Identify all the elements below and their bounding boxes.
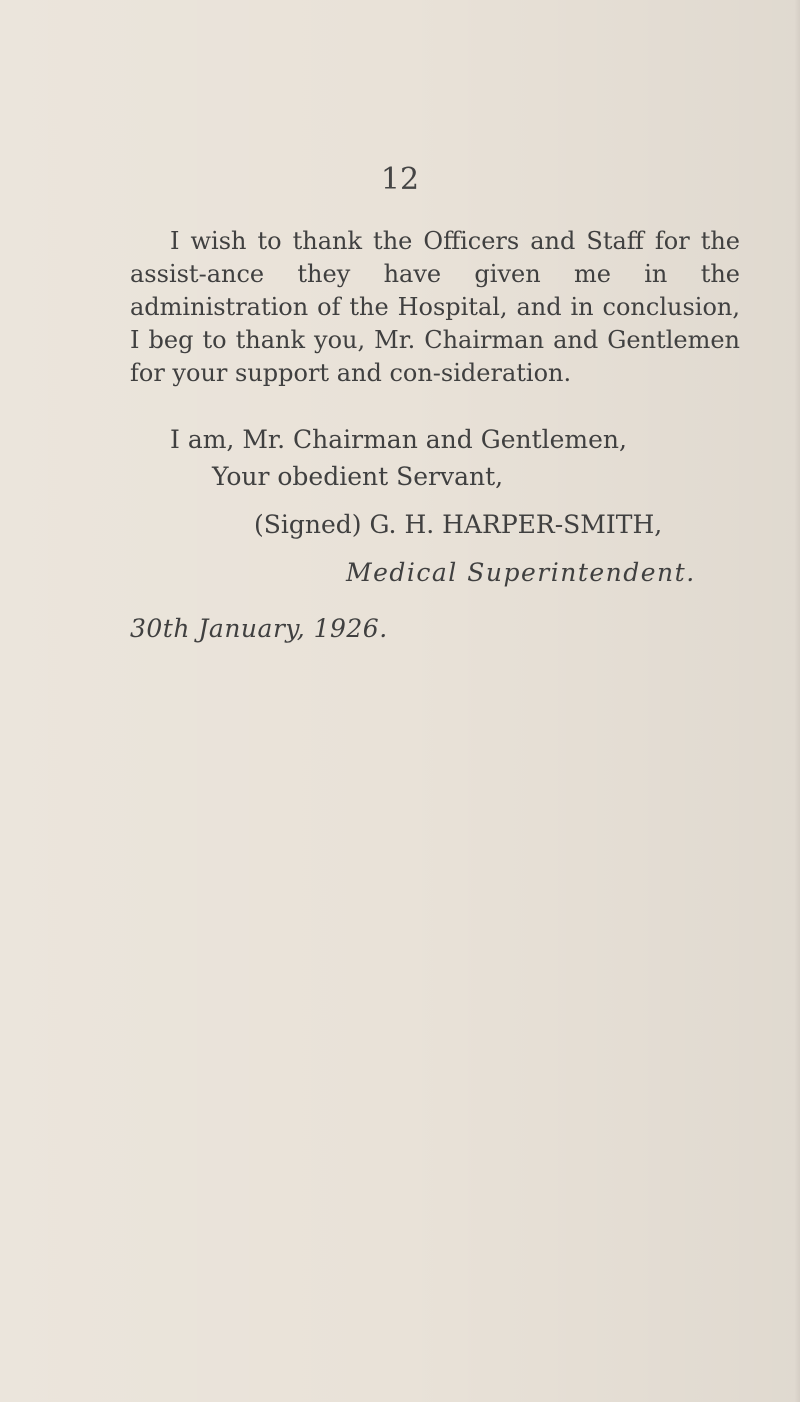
closing-salutation: I am, Mr. Chairman and Gentlemen, [170, 425, 627, 454]
page-edge-shadow [794, 0, 800, 1402]
page-number: 12 [380, 162, 420, 197]
complimentary-close: Your obedient Servant, [212, 462, 504, 491]
date-line: 30th January, 1926. [130, 614, 388, 643]
signatory-title: Medical Superintendent. [346, 558, 696, 587]
body-paragraph: I wish to thank the Officers and Staff for the assist-ance they have given me in the administration of the Hospital, and in conclusion, I beg to thank you, Mr. Chairman and Gentlemen for your support and con-sideration. [130, 227, 740, 387]
signature-line: (Signed) G. H. HARPER-SMITH, [254, 510, 663, 539]
